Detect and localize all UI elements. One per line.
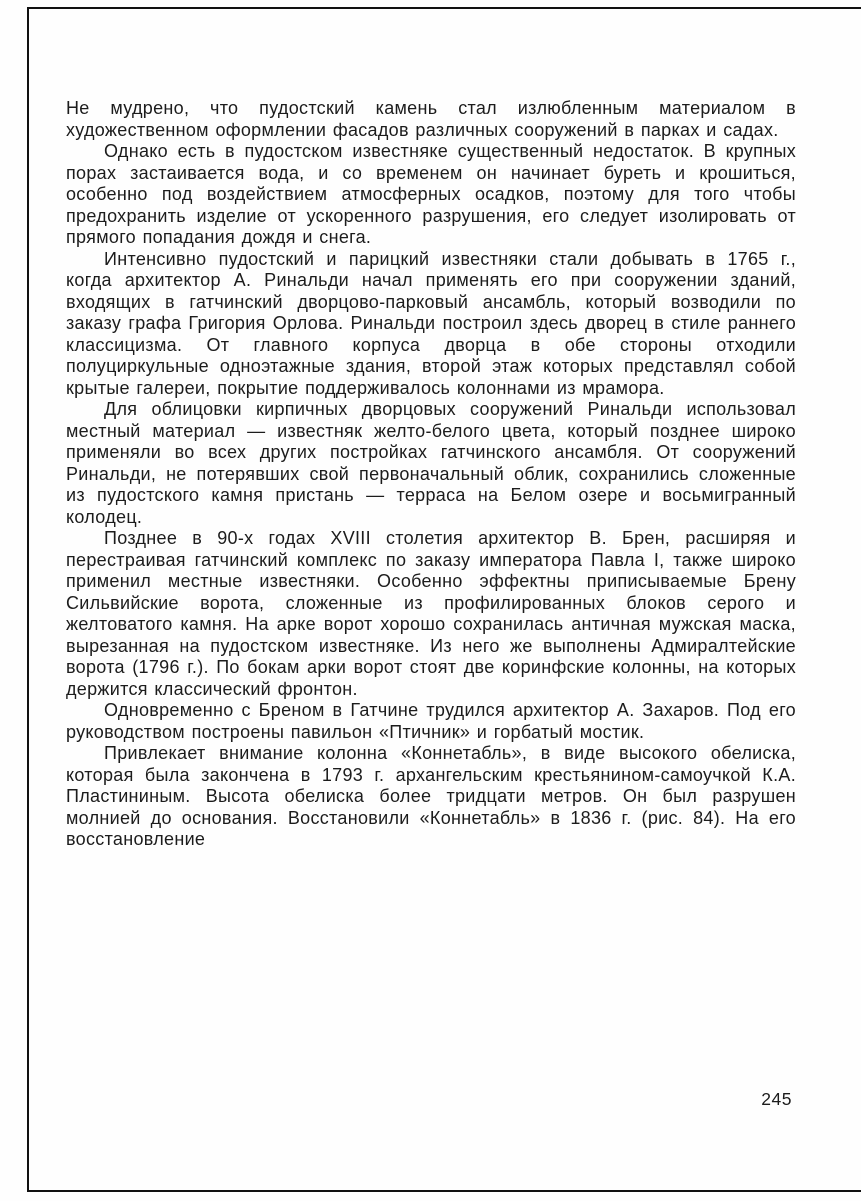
paragraph: Позднее в 90-х годах XVIII столетия архитектор В. Брен, расширяя и перестраивая гатчинский комплекс по заказу императора Павла I, также широко применил местные известняки. Особенно эффектны приписываемые Брену Сильвийские ворота, сложенные из профилированных блоков серого и желтоватого камня. На арке ворот хорошо сохранилась античная мужская маска, вырезанная на пудостском известняке. Из него же выполнены Адмиралтейские ворота (1796 г.). По бокам арки ворот стоят две коринфские колонны, на которых держится классический фронтон.	[66, 528, 796, 699]
scan-edge-left	[27, 7, 29, 1192]
paragraph: Привлекает внимание колонна «Коннетабль», в виде высокого обелиска, которая была закончена в 1793 г. архангельским крестьянином-самоучкой К.А. Пластининым. Высота обелиска более тридцати метров. Он был разрушен молнией до основания. Восстановили «Коннетабль» в 1836 г. (рис. 84). На его восстановление	[66, 743, 796, 849]
page-number: 245	[761, 1089, 792, 1109]
paragraph: Интенсивно пудостский и парицкий известняки стали добывать в 1765 г., когда архитектор А. Ринальди начал применять его при сооружении зданий, входящих в гатчинский дворцово-парковый ансамбль, который возводили по заказу графа Григория Орлова. Ринальди построил здесь дворец в стиле раннего классицизма. От главного корпуса дворца в обе стороны отходили полуциркульные одноэтажные здания, второй этаж которых представлял собой крытые галереи, покрытие поддерживалось колоннами из мрамора.	[66, 248, 796, 398]
scan-edge-bottom	[27, 1190, 861, 1192]
paragraph: Не мудрено, что пудостский камень стал излюбленным материалом в художественном оформлении фасадов различных сооружений в парках и садах.	[66, 98, 796, 140]
text-block	[66, 98, 796, 851]
paragraph: Для облицовки кирпичных дворцовых сооружений Ринальди использовал местный материал — известняк желто-белого цвета, который позднее широко применяли во всех других постройках гатчинского ансамбля. От сооружений Ринальди, не потерявших свой первоначальный облик, сохранились сложенные из пудостского камня пристань — терраса на Белом озере и восьмигранный колодец.	[66, 399, 796, 527]
paragraph: Одновременно с Бреном в Гатчине трудился архитектор А. Захаров. Под его руководством построены павильон «Птичник» и горбатый мостик.	[66, 700, 796, 742]
scan-edge-top	[27, 7, 861, 9]
paragraph: Однако есть в пудостском известняке существенный недостаток. В крупных порах застаивается вода, и со временем он начинает буреть и крошиться, особенно под воздействием атмосферных осадков, поэтому для того чтобы предохранить изделие от ускоренного разрушения, его следует изолировать от прямого попадания дождя и снега.	[66, 141, 796, 247]
